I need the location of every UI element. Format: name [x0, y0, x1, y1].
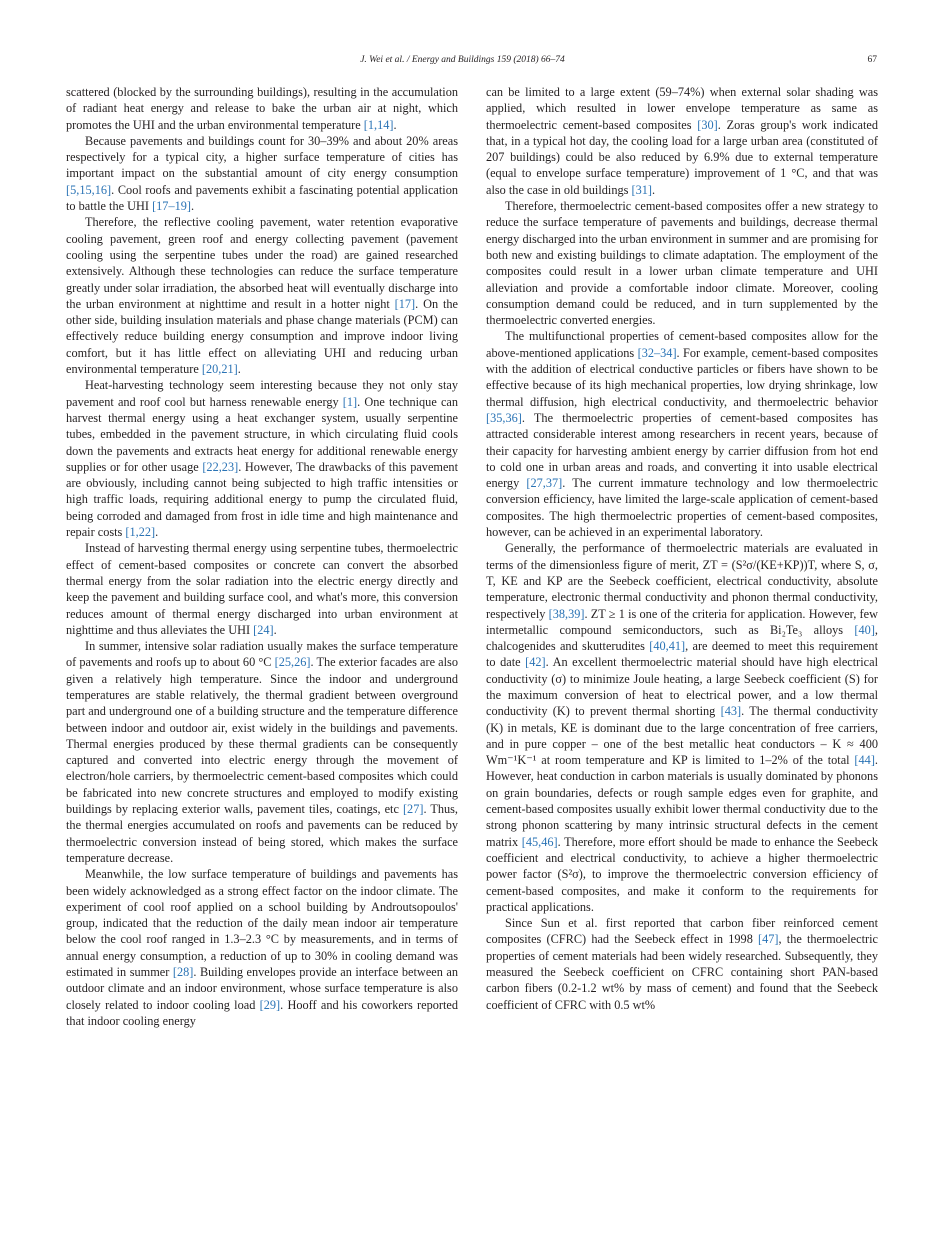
- paragraph: Instead of harvesting thermal energy using serpentine tubes, thermoelectric effect of cement-based composites or concrete can convert the absorbed thermal energy from the solar radiation into the electric energy directly and keep the pavement and building surface cool, and what's more, this conversion reduces amount of thermal energy discharged into urban environment at nighttime and thus alleviates the UHI [24].: [66, 541, 458, 637]
- citation-link[interactable]: [17]: [394, 296, 416, 311]
- citation-link[interactable]: [27]: [402, 802, 424, 817]
- citation-link[interactable]: [17–19]: [152, 199, 191, 214]
- paragraph: Therefore, the reflective cooling pavement, water retention evaporative cooling pavement, green roof and energy collecting pavement (pavement cooling using the serpentine tubes under the road) are gained researched extensively. Although these technologies can reduce the surface temperature greatly under solar irradiation, the absorbed heat will eventually discharge into the urban environment at nighttime and result in a hotter night [17]. On the other side, building insulation materials and phase change materials (PCM) can effectively reduce building energy consumption and improve indoor living comfort, but it has little effect on alleviating UHI and reducing urban environmental temperature [20,21].: [66, 215, 458, 377]
- citation-link[interactable]: [24]: [253, 622, 274, 637]
- citation-link[interactable]: [44]: [854, 753, 875, 768]
- paragraph: Generally, the performance of thermoelectric materials are evaluated in terms of the dimensionless figure of merit, ZT = (S²σ/(KE+KP))T, where S, σ, T, KE and KP are the Seebeck coefficient, electrical conductivity, absolute temperature, electronic thermal conductivity and phonon thermal conductivity, respectively [38,39]. ZT ≥ 1 is one of the criteria for application. However, few intermetallic compound semiconductors, such as Bi₂Te₃ alloys [40], chalcogenides and skutterudites [40,41], are deemed to meet this requirement to date [42]. An excellent thermoelectric material should have high electrical conductivity (σ) to minimize Joule heating, a large Seebeck coefficient (S) for the maximum conversion of heat to electrical power, and a low thermal conductivity (K) to prevent thermal shorting [43]. The thermal conductivity (K) in metals, KE is dominant due to the large concentration of free carriers, and in pure copper – one of the best metallic heat conductors – K ≈ 400 Wm⁻¹K⁻¹ at room temperature and KP is limited to 1–2% of the total [44]. However, heat conduction in carbon materials is usually dominated by phonons on grain boundaries, defects or rough sample edges even for graphite, and cement-based composites usually exhibit lower thermal conductivity due to the strong phonon scattering by many intrinsic structural defects in the cement matrix [45,46]. Therefore, more effort should be made to enhance the Seebeck coefficient and electrical conductivity, to achieve a higher thermoelectric power factor (S²σ), to improve the thermoelectric conversion efficiency of cement-based composites, and make it conform to the requirements for practical applications.: [486, 541, 878, 914]
- citation-link[interactable]: [27,37]: [526, 476, 563, 491]
- citation-link[interactable]: [28]: [172, 965, 194, 980]
- left-column: [66, 84, 458, 1029]
- citation-link[interactable]: [20,21]: [201, 362, 238, 377]
- paragraph: scattered (blocked by the surrounding buildings), resulting in the accumulation of radiant heat energy and release to bake the urban air at night, which promotes the UHI and the urban environmental temperature [1,14].: [66, 85, 458, 132]
- citation-link[interactable]: [35,36]: [486, 410, 522, 425]
- citation-link[interactable]: [42]: [525, 655, 546, 670]
- citation-link[interactable]: [1,14]: [363, 117, 394, 132]
- citation-link[interactable]: [29]: [259, 997, 281, 1012]
- citation-link[interactable]: [1]: [342, 394, 358, 409]
- paragraph: The multifunctional properties of cement-based composites allow for the above-mentioned applications [32–34]. For example, cement-based composites with the addition of electrical conductive particles or fibers have shown to be effective because of its high mechanical properties, low drying shrinkage, low thermal diffusion, high electrical conductivity, and thermoelectric behavior [35,36]. The thermoelectric properties of cement-based composites has attracted considerable interest among researchers in recent years, because of their capacity for harvesting ambient energy by carrier diffusion from hot end to cold one in urban areas and roads, and converting it into usable electrical energy [27,37]. The current immature technology and low thermoelectric conversion efficiency, have limited the large-scale application of cement-based composites. The high thermoelectric properties of cement-based composites, however, can be achieved in an experimental laboratory.: [486, 329, 879, 540]
- paragraph: Meanwhile, the low surface temperature of buildings and pavements has been widely acknowledged as a strong effect factor on the indoor climate. The experiment of cool roof applied on a school building by Androutsopoulos' group, indicated that the reduction of the daily mean indoor air temperature below the cool roof ranged in 1.3–2.3 °C by measurements, and in terms of annual energy consumption, a reduction of up to 30% in cooling demand was estimated in summer [28]. Building envelopes provide an interface between an outdoor climate and an indoor environment, whose surface temperature is also closely related to indoor cooling load [29]. Hooff and his coworkers reported that indoor cooling energy: [66, 867, 459, 1028]
- paragraph: Because pavements and buildings count for 30–39% and about 20% areas respectively for a typical city, a higher surface temperature of cities has important impact on the substantial amount of city energy consumption [5,15,16]. Cool roofs and pavements exhibit a fascinating potential application to battle the UHI [17–19].: [66, 133, 458, 214]
- paragraph: Therefore, thermoelectric cement-based composites offer a new strategy to reduce the surface temperature of pavements and buildings, decrease thermal energy discharged into the urban environment in summer and are promising for both new and existing buildings to climate adaptation. The employment of the composites could result in a lower urban climate temperature and UHI alleviation and provide a comfortable indoor climate. Moreover, cooling consumption demand could be reduced, and in turn supplemented by the thermoelectric converted energies.: [486, 199, 878, 328]
- citation-link[interactable]: [38,39]: [548, 606, 585, 621]
- running-title: J. Wei et al. / Energy and Buildings 159 (2018) 66–74: [360, 55, 565, 65]
- citation-link[interactable]: [31]: [631, 182, 652, 197]
- citation-link[interactable]: [5,15,16]: [66, 182, 112, 197]
- paragraph: can be limited to a large extent (59–74%) when external solar shading was applied, which resulted in lower envelope temperature as same as thermoelectric cement-based composites [30]. Zoras group's work indicated that, in a typical hot day, the cooling load for a large urban area (constituted of 207 buildings) could be also reduced by 6.9% due to external temperature (equal to envelope surface temperature) improvement of 1 °C, and that was also the case in old buildings [31].: [486, 85, 878, 197]
- running-header: [0, 55, 925, 71]
- page-number: 67: [867, 55, 877, 65]
- paragraph: Heat-harvesting technology seem interesting because they not only stay pavement and roof cool but harness renewable energy [1]. One technique can harvest thermal energy using a heat exchanger system, usually serpentine tubes, embedded in the pavement structure, in which circulating fluid cools down the pavements and extracts heat energy for additional renewable energy supplies or for other usage [22,23]. However, The drawbacks of this pavement are obviously, including cannot being subjected to high traffic intensities or high traffic loads, requiring additional energy to pump the circulated fluid, being corroded and damaged from frost in idle time and high maintenance and repair costs [1,22].: [66, 378, 459, 540]
- paragraph: In summer, intensive solar radiation usually makes the surface temperature of pavements and roofs up to about 60 °C [25,26]. The exterior facades are also given a relatively high temperature. Since the indoor and underground temperatures are stable relatively, the thermal gradient between overground part and underground one of a building structure and the temperature difference between indoor and outdoor air, exist widely in the buildings and pavements. Thermal energies produced by these thermal gradients can be consequently captured and converted into electric energy through the movement of electron/hole carriers, by thermoelectric cement-based composites which could be fabricated into new concrete structures and employed to modify existing buildings by replacing exterior walls, pavement tiles, coatings, etc [27]. Thus, the thermal energies accumulated on roofs and pavements can be reduced by thermoelectric conversion instead of being stored, which makes the surface temperature decrease.: [66, 639, 458, 865]
- citation-link[interactable]: [40,41]: [649, 639, 686, 654]
- right-column: [486, 84, 878, 1013]
- citation-link[interactable]: [47]: [758, 932, 779, 947]
- citation-link[interactable]: [22,23]: [202, 459, 239, 474]
- paragraph: Since Sun et al. first reported that carbon fiber reinforced cement composites (CFRC) had the Seebeck effect in 1998 [47], the thermoelectric properties of cement materials had been widely researched. Subsequently, they measured the Seebeck coefficient on CFRC containing short PAN-based carbon fibers (0.2-1.2 wt% by mass of cement) and found that the Seebeck coefficient of CFRC with 0.5 wt%: [486, 916, 878, 1012]
- citation-link[interactable]: [45,46]: [521, 834, 558, 849]
- citation-link[interactable]: [25,26]: [274, 655, 311, 670]
- citation-link[interactable]: [40]: [854, 622, 875, 637]
- citation-link[interactable]: [30]: [697, 117, 718, 132]
- citation-link[interactable]: [1,22]: [125, 525, 156, 540]
- citation-link[interactable]: [43]: [720, 704, 742, 719]
- citation-link[interactable]: [32–34]: [637, 345, 677, 360]
